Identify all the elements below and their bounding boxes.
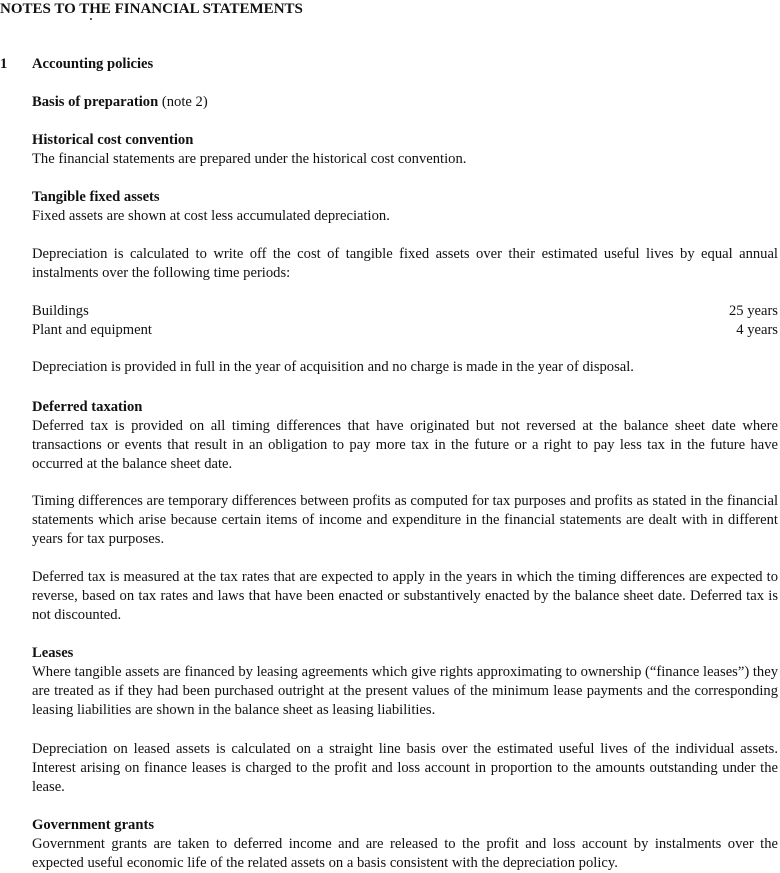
tangible-text-2: Depreciation is calculated to write off the cost of tangible fixed assets over their estimated useful lives by equal annual instalments over the following time periods: [32,246,778,281]
deferred-paragraph-2-block [32,492,778,549]
leases-paragraph-1: Where tangible assets are financed by leasing agreements which give rights approximating to ownership (“finance leases”) they are treated as if they had been purchased outright at the present values of the minimum lease payments and the corresponding leasing liabilities are shown in the balance sheet as leasing liabilities. [32,664,778,718]
note-title: Accounting policies [32,56,154,72]
scan-speck [90,18,92,20]
page-title: NOTES TO THE FINANCIAL STATEMENTS [0,1,303,17]
section-leases [32,644,778,720]
basis-heading: Basis of preparation [32,94,159,110]
tangible-depreciation-paragraph [32,245,778,283]
period-life: 4 years [736,322,778,338]
basis-of-preparation [32,93,778,112]
period-life: 25 years [728,303,778,319]
basis-note-ref: (note 2) [161,94,208,110]
grants-heading: Government grants [32,817,155,833]
deferred-paragraph-2: Timing differences are temporary differences between profits as computed for tax purposes and profits as stated in the financial statements which arise because certain items of income and expenditure in the financial statements are dealt with in different years for tax purposes. [32,493,778,547]
depreciation-periods-table [32,302,778,340]
tangible-text-1: Fixed assets are shown at cost less accumulated depreciation. [32,208,390,224]
section-tangible-fixed-assets [32,188,778,226]
leases-paragraph-2-block [32,740,778,797]
deferred-heading: Deferred taxation [32,399,143,415]
period-asset: Plant and equipment [32,322,152,338]
note-number: 1 [0,56,8,72]
leases-heading: Leases [32,645,74,661]
tangible-heading: Tangible fixed assets [32,189,160,205]
tangible-text-3: Depreciation is provided in full in the year of acquisition and no charge is made in the year of disposal. [32,359,634,375]
period-row [32,302,778,321]
period-row [32,321,778,340]
section-deferred-taxation [32,398,778,474]
grants-text: Government grants are taken to deferred income and are released to the profit and loss account by instalments over the expected useful economic life of the related assets on a basis consistent with the depreciation policy. [32,836,778,871]
tangible-disposal-paragraph [32,358,778,377]
leases-paragraph-2: Depreciation on leased assets is calculated on a straight line basis over the estimated useful lives of the individual assets. Interest arising on finance leases is charged to the profit and loss account in proportion to the amounts outstanding under the lease. [32,741,778,795]
deferred-paragraph-3-block [32,568,778,625]
deferred-paragraph-1: Deferred tax is provided on all timing differences that have originated but not reversed at the balance sheet date where transactions or events that result in an obligation to pay more tax in the future or a right to pay less tax in the future have occurred at the balance sheet date. [32,418,778,472]
historical-text: The financial statements are prepared under the historical cost convention. [32,151,467,167]
section-government-grants [32,816,778,873]
period-asset: Buildings [32,303,89,319]
section-historical-cost [32,131,778,169]
deferred-paragraph-3: Deferred tax is measured at the tax rates that are expected to apply in the years in which the timing differences are expected to reverse, based on tax rates and laws that have been enacted or substantively enacted by the balance sheet date. Deferred tax is not discounted. [32,569,778,623]
historical-heading: Historical cost convention [32,132,194,148]
